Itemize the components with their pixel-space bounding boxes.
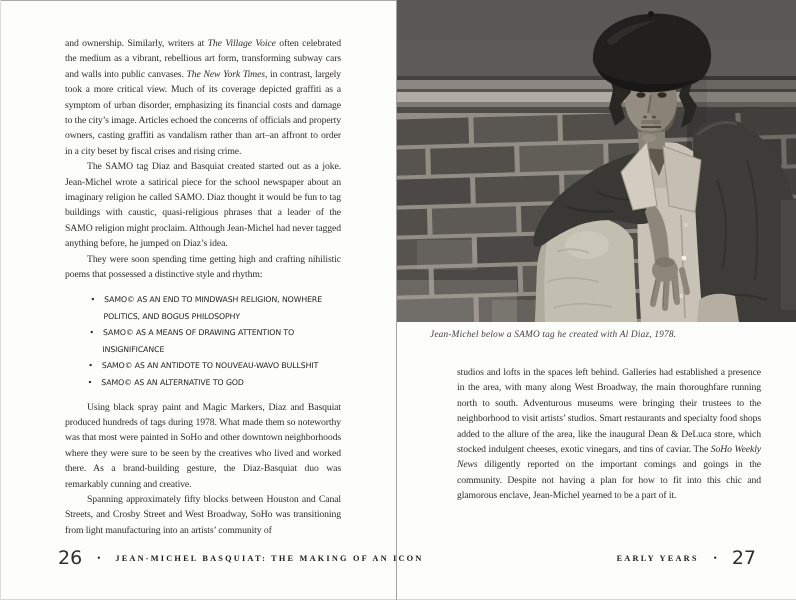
- photo-caption: Jean-Michel below a SAMO tag he created with Al Diaz, 1978.: [430, 330, 677, 340]
- footer-separator-dot: •: [97, 553, 101, 563]
- paragraph-text: diligently reported on the important comings and goings in the community. Despite not having a plan for how to fit into this chic and glamorous enclave, Jean-Michel yearned to be a part of it.: [457, 459, 761, 502]
- basquiat-photo: [397, 0, 796, 322]
- publication-name-italic: The New York Times: [186, 68, 265, 80]
- page-number-left: 26: [58, 547, 83, 569]
- paragraph-tags-1978: Using black spray paint and Magic Markers, Diaz and Basquiat produced hundreds of tags during 1978. What made them so noteworthy was that most were painted in SoHo and other downtown neighborhoods where they were sure to be seen by the creatives who lived and worked there. As a brand-building gesture, the Diaz-Basquiat duo was remarkably cunning and creative.: [65, 401, 341, 490]
- paragraph-nihilistic-poems: They were soon spending time getting high and crafting nihilistic poems that possessed a distinctive style and rhythm:: [65, 253, 341, 281]
- paragraph-press-coverage: [65, 36, 341, 159]
- paragraph-samo-origin: The SAMO tag Diaz and Basquiat created started out as a joke. Jean-Michel wrote a satirical piece for the school newspaper about an imaginary religion he called SAMO. Diaz thought it would be fun to tag buildings with caustic, quasi-religious phrases that a leader of the SAMO religion might proclaim. Although Jean-Michel had never tagged anything before, he jumped on Diaz’s idea.: [65, 161, 341, 250]
- samo-bullet-item: [87, 374, 340, 391]
- samo-bullet-item: [88, 358, 341, 375]
- paragraph-text: studios and lofts in the spaces left behind. Galleries had established a presence in the area, with many along West Broadway, the main thoroughfare running north to south. Adventurous museums were bringing their trustees to the neighborhood to visit artists’ studios. Smart restaurants and specialty food shops added to the allure of the area, like the inaugural Dean & DeLuca store, which stocked indulgent cheeses, exotic vinegars, and tins of caviar. The: [457, 367, 761, 456]
- paragraph-text: and ownership. Similarly, writers at: [65, 38, 208, 49]
- right-page-footer: [617, 547, 756, 569]
- samo-bullet-item: [90, 292, 343, 325]
- page-number-right: 27: [731, 547, 756, 569]
- bullet-marker: •: [87, 377, 93, 386]
- samo-bullet-text: SAMO© AS AN ANTIDOTE TO NOUVEAU-WAVO BULLSHIT: [101, 360, 319, 370]
- left-page-footer: [58, 547, 424, 569]
- bullet-marker: •: [89, 327, 95, 337]
- samo-bullet-text: SAMO© AS AN ALTERNATIVE TO GOD: [101, 377, 244, 386]
- bullet-marker: •: [90, 294, 96, 304]
- samo-bullet-list: [63, 292, 342, 391]
- paragraph-text: , in contrast, largely took a more critical view. Much of its coverage depicted graffiti as a symptom of urban disorder, emphasizing its financial costs and damage to the city’s image. Articles echoed the concerns of officials and property owners, casting graffiti as vandalism rather than art–an affront to order in a city beset by fiscal crises and rising crime.: [65, 68, 341, 157]
- publication-name-italic: SoHo Weekly News: [457, 444, 761, 471]
- bullet-marker: •: [88, 360, 93, 370]
- samo-bullet-text: SAMO© AS A MEANS OF DRAWING ATTENTION TO INSIGNIFICANCE: [102, 327, 295, 353]
- publication-name-italic: The Village Voice: [207, 38, 276, 49]
- figure-pant-cuff: [697, 294, 739, 322]
- running-title-right: EARLY YEARS: [616, 553, 699, 563]
- paragraph-text: often celebrated the medium as a vibrant, rebellious art form, transforming subway cars and walls into public canvases.: [65, 38, 341, 80]
- left-page-text-column: [65, 36, 341, 538]
- samo-bullet-item: [88, 325, 341, 358]
- paragraph-soho-galleries: [457, 365, 761, 504]
- paragraph-soho-blocks: Spanning approximately fifty blocks between Houston and Canal Streets, and Crosby Street and West Broadway, SoHo was transitioning from light manufacturing into an artists’ community of: [65, 493, 341, 536]
- footer-separator-dot: •: [713, 553, 717, 563]
- right-page-text-column: [457, 365, 761, 504]
- samo-bullet-text: SAMO© AS AN END TO MINDWASH RELIGION, NOWHERE POLITICS, AND BOGUS PHILOSOPHY: [103, 294, 323, 320]
- basquiat-photo-illustration: [397, 0, 796, 322]
- scan-edge-left: [0, 0, 1, 600]
- running-title-left: JEAN-MICHEL BASQUIAT: THE MAKING OF AN ICON: [115, 553, 424, 563]
